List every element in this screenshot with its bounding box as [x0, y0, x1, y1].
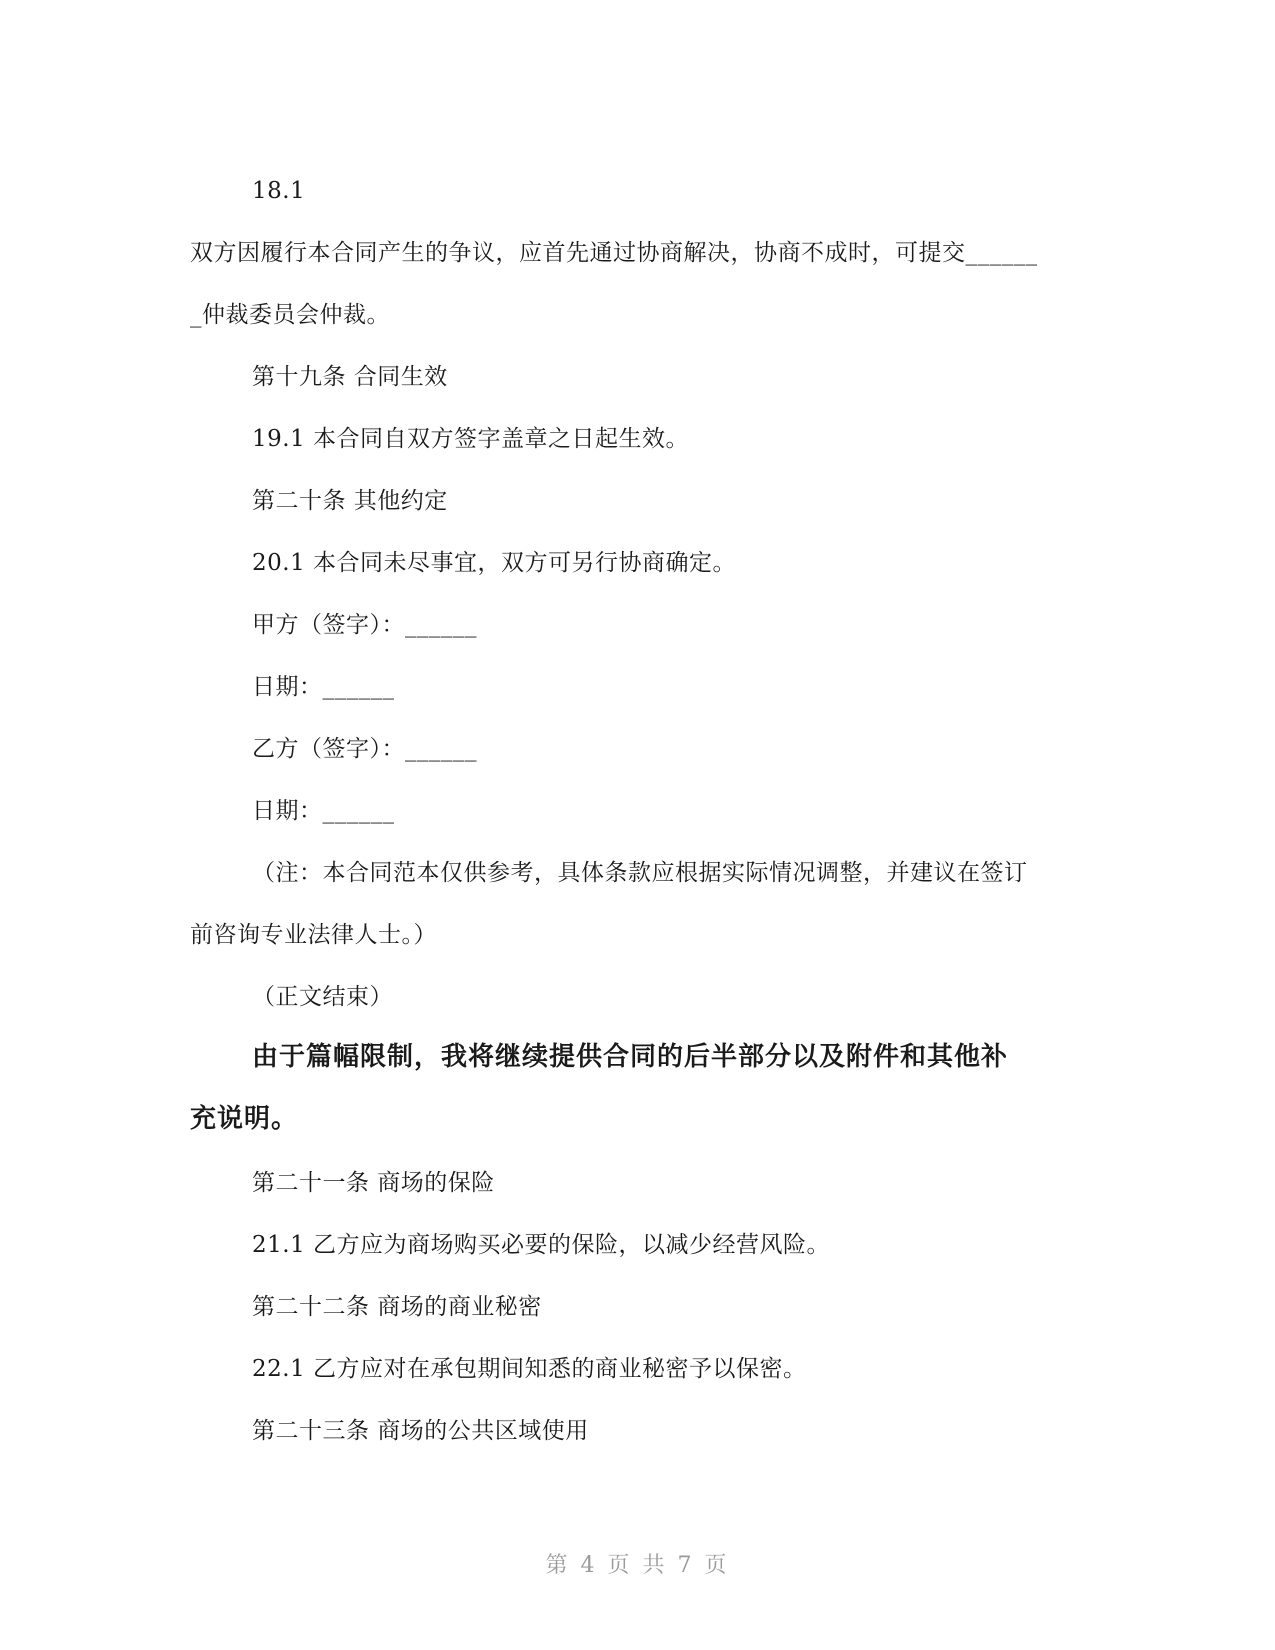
- article-20-heading: 第二十条 其他约定: [252, 488, 448, 514]
- party-a-date: 日期：______: [252, 674, 395, 700]
- party-a-signature: 甲方（签字）：______: [252, 612, 477, 638]
- clause-18-1-text-line2: _仲裁委员会仲裁。: [190, 302, 390, 328]
- article-19-heading: 第十九条 合同生效: [252, 364, 448, 390]
- clause-18-1-text-line1: 双方因履行本合同产生的争议，应首先通过协商解决，协商不成时，可提交______: [190, 240, 1038, 266]
- page-number-footer: 第 4 页 共 7 页: [545, 1553, 730, 1578]
- article-21-heading: 第二十一条 商场的保险: [252, 1170, 495, 1196]
- end-of-body: （正文结束）: [252, 984, 393, 1010]
- continuation-notice-line1: 由于篇幅限制，我将继续提供合同的后半部分以及附件和其他补: [252, 1042, 1009, 1072]
- article-22-heading: 第二十二条 商场的商业秘密: [252, 1294, 542, 1320]
- article-23-heading: 第二十三条 商场的公共区域使用: [252, 1418, 589, 1444]
- clause-19-1: 19.1 本合同自双方签字盖章之日起生效。: [252, 426, 690, 452]
- clause-22-1: 22.1 乙方应对在承包期间知悉的商业秘密予以保密。: [252, 1356, 807, 1382]
- party-b-date: 日期：______: [252, 798, 395, 824]
- clause-18-1-number: 18.1: [252, 178, 306, 204]
- note-line2: 前咨询专业法律人士。）: [190, 922, 437, 948]
- clause-20-1: 20.1 本合同未尽事宜，双方可另行协商确定。: [252, 550, 737, 576]
- continuation-notice-line2: 充说明。: [190, 1104, 299, 1134]
- clause-21-1: 21.1 乙方应为商场购买必要的保险，以减少经营风险。: [252, 1232, 831, 1258]
- party-b-signature: 乙方（签字）：______: [252, 736, 477, 762]
- note-line1: （注：本合同范本仅供参考，具体条款应根据实际情况调整，并建议在签订: [252, 860, 1028, 886]
